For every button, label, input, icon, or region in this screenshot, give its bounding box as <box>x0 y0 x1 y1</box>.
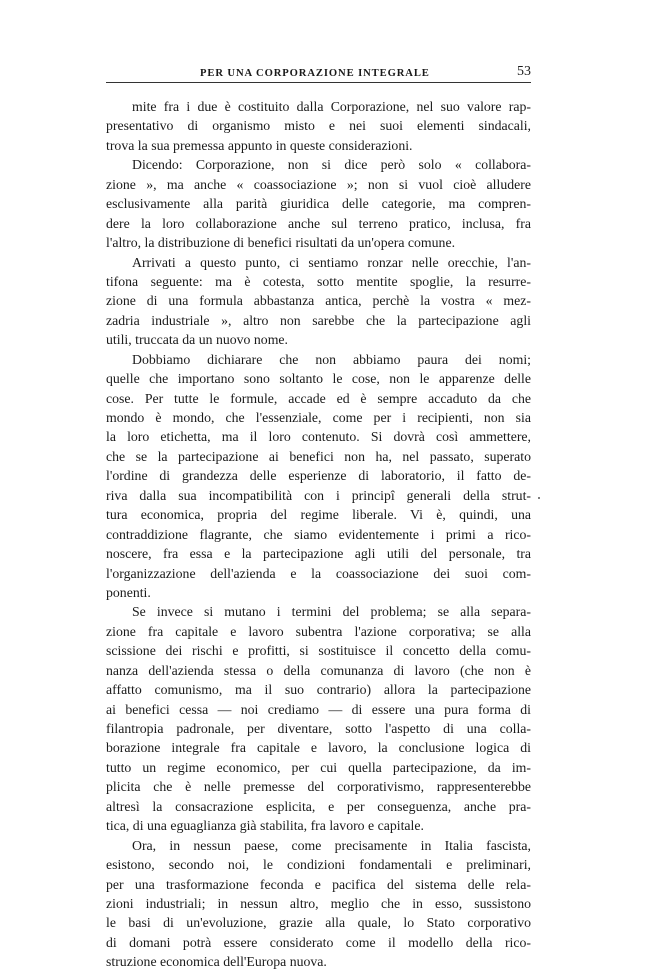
text-line: zione », ma anche « coassociazione »; non si vuol cioè alludere <box>106 176 531 192</box>
text-line: zadria industriale », altro non sarebbe che la partecipazione agli <box>106 312 531 328</box>
text-line: zione fra capitale e lavoro subentra l'azione corporativa; se alla <box>106 623 531 639</box>
running-header <box>106 62 531 83</box>
text-line: affatto comunismo, ma il suo contrario) allora la partecipazione <box>106 682 531 698</box>
text-line: dere la loro collaborazione anche sul terreno pratico, inclusa, fra <box>106 215 531 231</box>
body-text <box>106 97 531 972</box>
text-line: ponenti. <box>106 584 151 600</box>
text-line: quelle che importano sono soltanto le cose, non le apparenze delle <box>106 371 531 387</box>
text-line: tica, di una eguaglianza già stabilita, fra lavoro e capitale. <box>106 818 424 834</box>
text-line: Dobbiamo dichiarare che non abbiamo paura dei nomi; <box>132 351 531 367</box>
paragraph <box>106 253 531 350</box>
text-line: per una trasformazione feconda e pacifica del sistema delle rela- <box>106 876 531 892</box>
text-line: Dicendo: Corporazione, non si dice però solo « collabora- <box>132 157 531 173</box>
text-line: esistono, secondo noi, le condizioni fondamentali e preliminari, <box>106 857 531 873</box>
ink-speck <box>538 497 540 499</box>
paragraph <box>106 602 531 835</box>
text-line: che se la partecipazione ai benefici non ha, nel passato, superato <box>106 448 531 464</box>
text-line: contraddizione flagrante, che siamo evidentemente i primi a rico- <box>106 526 531 542</box>
text-line: plicita che è nelle premesse del corporativismo, rappresenterebbe <box>106 779 531 795</box>
text-line: la loro etichetta, ma il loro contenuto. Si dovrà così ammettere, <box>106 429 531 445</box>
running-title: PER UNA CORPORAZIONE INTEGRALE <box>200 68 430 79</box>
text-line: noscere, fra essa e la partecipazione agli utili del personale, tra <box>106 546 531 562</box>
text-line: l'ordine di grandezza delle esperienze di laboratorio, il fatto de- <box>106 468 531 484</box>
book-page <box>106 62 531 972</box>
text-line: l'organizzazione dell'azienda e la coassociazione dei suoi com- <box>106 565 531 581</box>
text-line: borazione integrale fra capitale e lavoro, la conclusione logica di <box>106 740 531 756</box>
paragraph <box>106 97 531 155</box>
text-line: scissione dei rischi e profitti, si sostituisce il concetto della comu- <box>106 643 531 659</box>
text-line: l'altro, la distribuzione di benefici risultati da un'opera comune. <box>106 235 456 251</box>
text-line: zioni industriali; in nessun altro, meglio che in esso, sussistono <box>106 895 531 911</box>
text-line: altresì la consacrazione esplicita, e per conseguenza, anche pra- <box>106 798 531 814</box>
text-line: utili, truccata da un nuovo nome. <box>106 332 288 348</box>
text-line: mondo è mondo, che l'essenziale, come per i recipienti, non sia <box>106 410 531 425</box>
text-line: tutto un regime economico, per cui quella partecipazione, da im- <box>106 759 531 775</box>
text-line: Ora, in nessun paese, come precisamente in Italia fascista, <box>132 837 531 853</box>
paragraph <box>106 350 531 603</box>
text-line: tura economica, propria del regime liberale. Vi è, quindi, una <box>106 507 531 523</box>
text-line: filantropia padronale, per diventare, sotto l'aspetto di una colla- <box>106 721 531 736</box>
page-number: 53 <box>517 64 531 79</box>
text-line: ai benefici cessa — noi crediamo — di essere una pura forma di <box>106 701 531 717</box>
text-line: tifona seguente: ma è cotesta, sotto mentite spoglie, la resurre- <box>106 273 531 289</box>
text-line: trova la sua premessa appunto in queste considerazioni. <box>106 137 413 153</box>
text-line: di domani potrà essere considerato come il modello della rico- <box>106 934 531 950</box>
text-line: struzione economica dell'Europa nuova. <box>106 954 327 970</box>
paragraph <box>106 155 531 252</box>
text-line: riva dalla sua incompatibilità con i principî generali della strut- <box>106 487 531 503</box>
text-line: esclusivamente alla parità giuridica delle categorie, ma compren- <box>106 196 531 212</box>
paragraph <box>106 836 531 972</box>
text-line: cose. Per tutte le formule, accade ed è sempre accaduto da che <box>106 390 531 406</box>
text-line: nanza dell'azienda stessa o della comunanza di lavoro (che non è <box>106 662 531 678</box>
text-line: mite fra i due è costituito dalla Corporazione, nel suo valore rap- <box>132 99 531 114</box>
text-line: Se invece si mutano i termini del problema; se alla separa- <box>132 604 531 620</box>
text-line: le basi di un'evoluzione, grazie alla quale, lo Stato corporativo <box>106 915 531 931</box>
text-line: zione di una formula abbastanza antica, perchè la vostra « mez- <box>106 293 531 309</box>
text-line: Arrivati a questo punto, ci sentiamo ronzar nelle orecchie, l'an- <box>132 254 531 270</box>
text-line: presentativo di organismo misto e nei suoi elementi sindacali, <box>106 118 531 134</box>
